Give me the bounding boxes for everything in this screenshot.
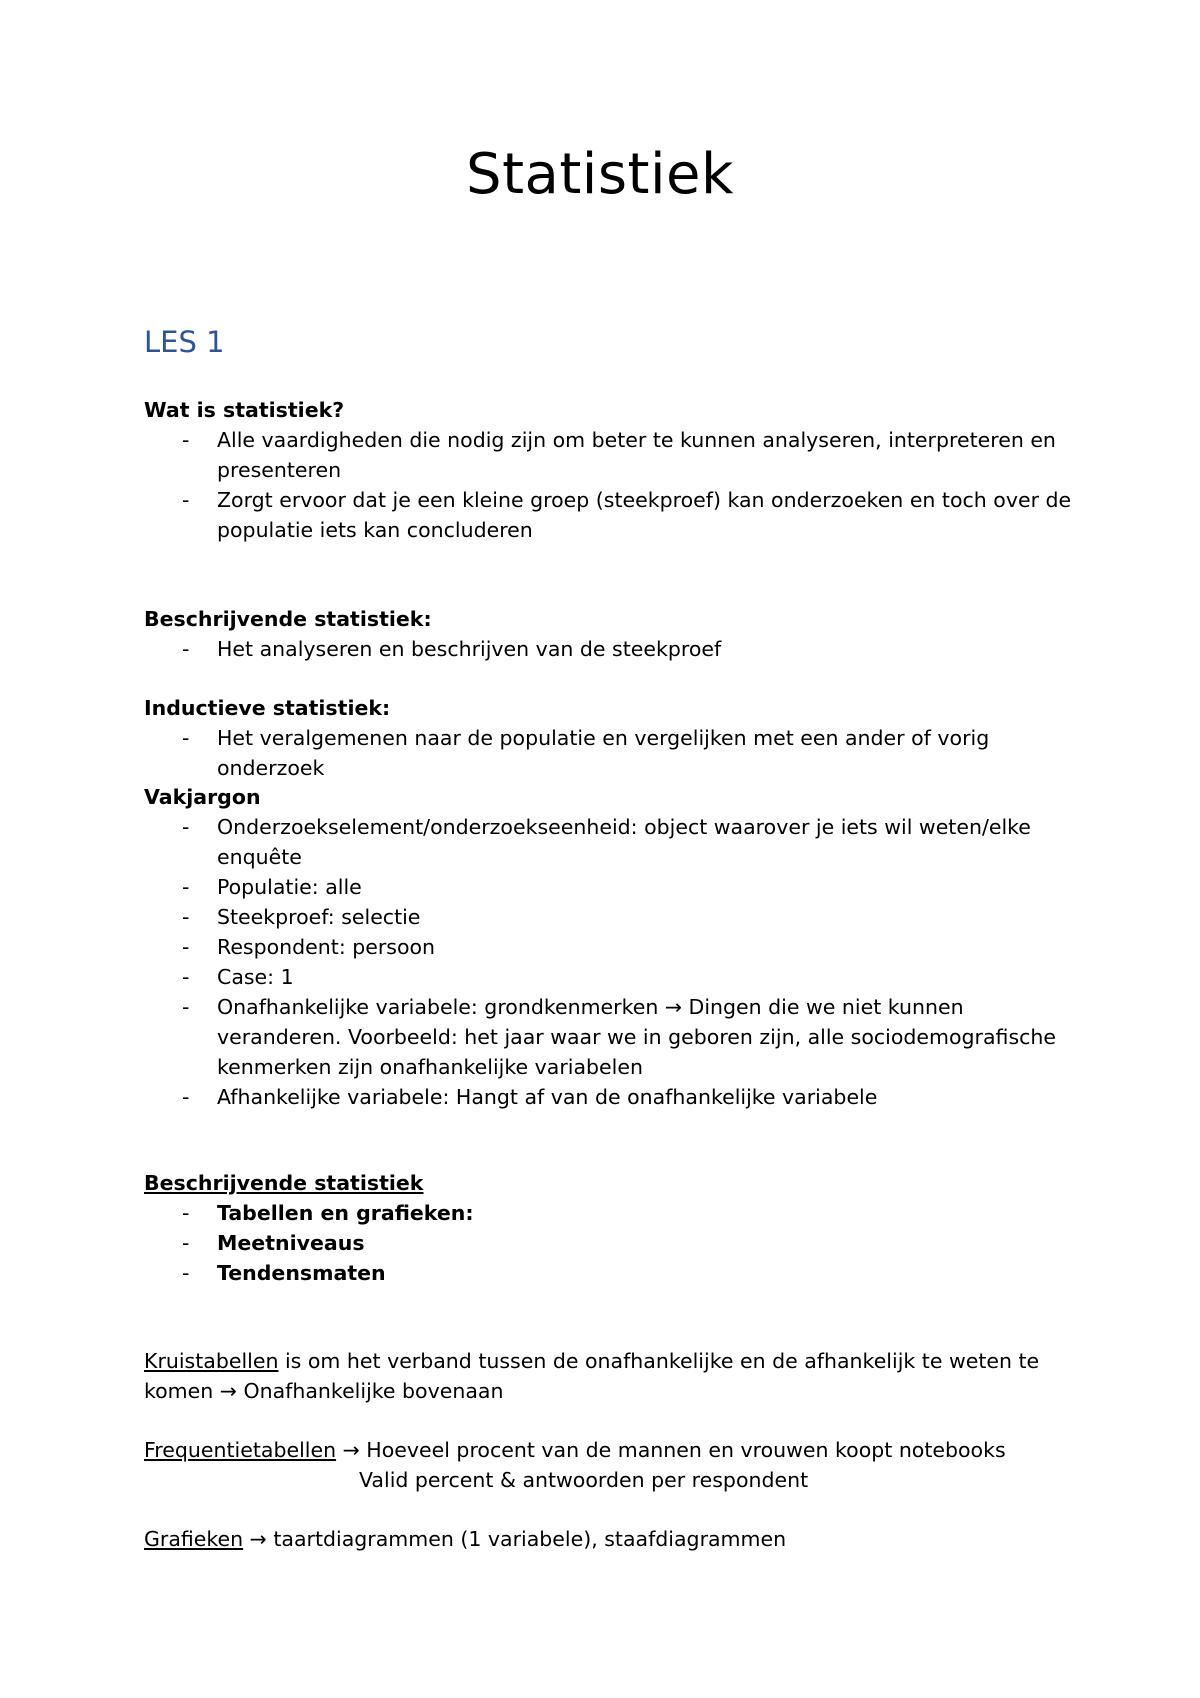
bullet-list xyxy=(144,723,1080,783)
section-beschrijvende xyxy=(144,604,1080,664)
list-item: - Zorgt ervoor dat je een kleine groep (steekproef) kan onderzoeken en toch over de populatie iets kan concluderen xyxy=(144,485,1080,545)
list-item: - Steekproef: selectie xyxy=(144,902,1080,932)
bullet-list xyxy=(144,1198,1080,1288)
bullet-list xyxy=(144,634,1080,664)
list-item: - Meetniveaus xyxy=(144,1228,1080,1258)
section-inductieve xyxy=(144,693,1080,783)
paragraph-kruistabellen xyxy=(144,1346,1080,1406)
paragraph-text: is om het verband tussen de onafhankelijke en de afhankelijk te weten te komen → Onafhankelijke bovenaan xyxy=(144,1349,1040,1403)
list-item: - Respondent: persoon xyxy=(144,932,1080,962)
bullet-list xyxy=(144,812,1080,1112)
section-vakjargon xyxy=(144,782,1080,1112)
list-item: - Alle vaardigheden die nodig zijn om beter te kunnen analyseren, interpreteren en presenteren xyxy=(144,425,1080,485)
term-frequentietabellen: Frequentietabellen xyxy=(144,1438,337,1462)
term-grafieken: Grafieken xyxy=(144,1527,244,1551)
paragraph-text: → Hoeveel procent van de mannen en vrouwen koopt notebooks xyxy=(336,1438,1006,1462)
lesson-heading: LES 1 xyxy=(144,325,225,359)
bullet-list xyxy=(144,425,1080,545)
paragraph-frequentietabellen xyxy=(144,1435,1080,1495)
section-heading: Vakjargon xyxy=(144,785,261,809)
list-item: - Onderzoekselement/onderzoekseenheid: object waarover je iets wil weten/elke enquête xyxy=(144,812,1080,872)
list-item: - Case: 1 xyxy=(144,962,1080,992)
section-heading: Beschrijvende statistiek xyxy=(144,1171,424,1195)
section-heading: Beschrijvende statistiek: xyxy=(144,607,432,631)
term-kruistabellen: Kruistabellen xyxy=(144,1349,279,1373)
section-heading: Inductieve statistiek: xyxy=(144,696,391,720)
paragraph-text-line2: Valid percent & antwoorden per respondent xyxy=(359,1468,809,1492)
list-item: - Tabellen en grafieken: xyxy=(144,1198,1080,1228)
list-item: - Populatie: alle xyxy=(144,872,1080,902)
list-item: - Het analyseren en beschrijven van de steekproef xyxy=(144,634,1080,664)
paragraph-text: → taartdiagrammen (1 variabele), staafdiagrammen xyxy=(243,1527,787,1551)
paragraph-grafieken xyxy=(144,1524,1080,1554)
section-heading: Wat is statistiek? xyxy=(144,398,345,422)
list-item: - Afhankelijke variabele: Hangt af van de onafhankelijke variabele xyxy=(144,1082,1080,1112)
section-beschrijvende-2 xyxy=(144,1168,1080,1288)
list-item: - Onafhankelijke variabele: grondkenmerken → Dingen die we niet kunnen veranderen. Voorbeeld: het jaar waar we in geboren zijn, alle sociodemografische kenmerken zijn onafhankelijke variabelen xyxy=(144,992,1080,1082)
section-wat-is-statistiek xyxy=(144,395,1080,545)
list-item: - Tendensmaten xyxy=(144,1258,1080,1288)
page-title: Statistiek xyxy=(466,142,734,207)
list-item: - Het veralgemenen naar de populatie en vergelijken met een ander of vorig onderzoek xyxy=(144,723,1080,783)
